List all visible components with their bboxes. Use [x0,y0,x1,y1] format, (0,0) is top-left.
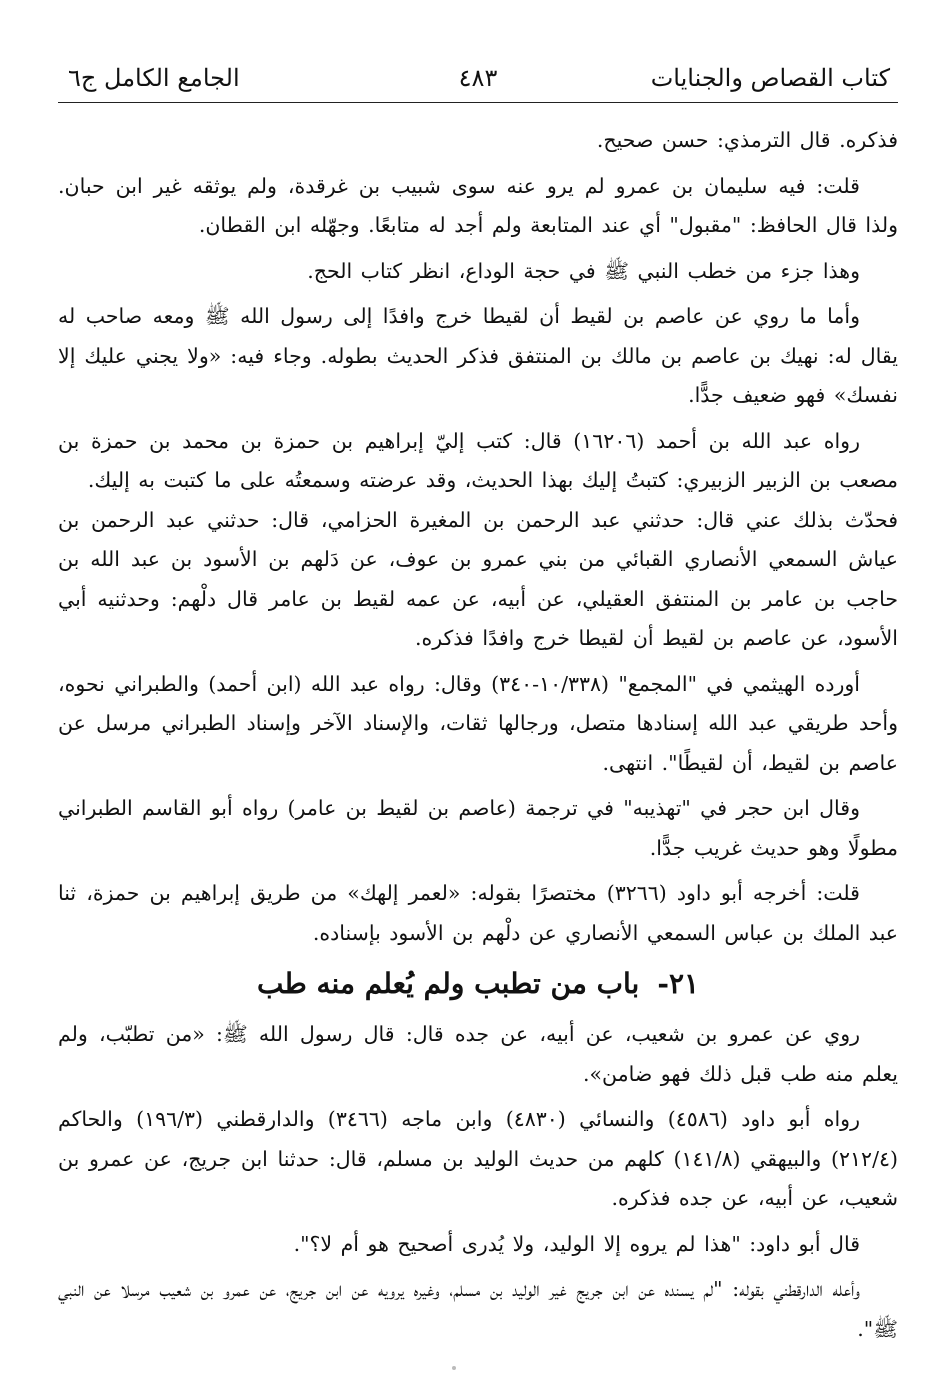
paragraph-8: وقال ابن حجر في "تهذيبه" في ترجمة (عاصم بن لقيط بن عامر) رواه أبو القاسم الطبراني مطولًا وهو حديث غريب جدًّا. [58,796,898,860]
page-body [58,121,898,1349]
paragraph-13: وأعله الدارقطني بقوله: "لم يسنده عن ابن جريج غير الوليد بن مسلم، وغيره يرويه عن ابن جريج، عن عمرو بن شعيب مرسلا عن النبي ﷺ". [58,1277,898,1341]
paragraph-4: وأما ما روي عن عاصم بن لقيط أن لقيطا خرج وافدًا إلى رسول الله ﷺ ومعه صاحب له يقال له: نهيك بن عاصم بن مالك بن المنتفق فذكر الحديث بطوله. وجاء فيه: «ولا يجني عليك إلا نفسك» فهو ضعيف جدًّا. [58,304,898,407]
chapter-title: باب من تطبب ولم يُعلم منه طب [256,967,640,1000]
paragraph-5: رواه عبد الله بن أحمد (١٦٢٠٦) قال: كتب إليّ إبراهيم بن حمزة بن محمد بن حمزة بن مصعب بن الزبير الزبيري: كتبتُ إليك بهذا الحديث، وقد عرضته وسمعتُه على ما كتبت به إليك. [58,428,898,492]
scan-dot [452,1366,456,1370]
paragraph-7: أورده الهيثمي في "المجمع" (١٠/٣٣٨-٣٤٠) وقال: رواه عبد الله (ابن أحمد) والطبراني نحوه، وأحد طريقي عبد الله إسنادها متصل، ورجالها ثقات، والإسناد الآخر وإسناد الطبراني مرسل عن عاصم بن لقيط، أن لقيطًا". انتهى. [58,671,898,775]
paragraph-1: فذكره. قال الترمذي: حسن صحيح. [596,128,898,152]
chapter-number: ٢١- [657,967,700,1000]
paragraph-10: روي عن عمرو بن شعيب، عن أبيه، عن جده قال: قال رسول الله ﷺ: «من تطبّب، ولم يعلم منه طب قبل ذلك فهو ضامن». [58,1022,898,1086]
chapter-heading [58,959,898,1009]
book-section-title: كتاب القصاص والجنايات [650,64,890,92]
running-header [58,58,898,103]
page-number: ٤٨٣ [458,64,498,92]
paragraph-9: قلت: أخرجه أبو داود (٣٢٦٦) مختصرًا بقوله: «لعمر إلهك» من طريق إبراهيم بن حمزة، ثنا عبد الملك بن عباس السمعي الأنصاري عن دلْهم بن الأسود بإسناده. [58,881,898,945]
paragraph-12: قال أبو داود: "هذا لم يروه إلا الوليد، ولا يُدرى أصحيح هو أم لا؟". [293,1231,860,1256]
paragraph-2: قلت: فيه سليمان بن عمرو لم يرو عنه سوى شبيب بن غرقدة، ولم يوثقه غير ابن حبان. ولذا قال الحافظ: "مقبول" أي عند المتابعة ولم أجد له متابعًا. وجهّله ابن القطان. [58,173,898,237]
volume-title: الجامع الكامل ج٦ [68,64,240,92]
paragraph-11: رواه أبو داود (٤٥٨٦) والنسائي (٤٨٣٠) وابن ماجه (٣٤٦٦) والدارقطني (١٩٦/٣) والحاكم (٢١٢/٤) والبيهقي (١٤١/٨) كلهم من حديث الوليد بن مسلم، قال: حدثنا ابن جريج، عن عمرو بن شعيب، عن أبيه، عن جده فذكره. [58,1107,898,1210]
paragraph-3: وهذا جزء من خطب النبي ﷺ في حجة الوداع، انظر كتاب الحج. [307,258,860,283]
paragraph-6: فحدّث بذلك عني قال: حدثني عبد الرحمن بن المغيرة الحزامي، قال: حدثني عبد الرحمن بن عياش السمعي الأنصاري القبائي من بني عمرو بن عوف، عن دَلهم بن الأسود بن عبد الله بن حاجب بن عامر بن المنتفق العقيلي، عن أبيه، عن عمه لقيط بن عامر قال دلْهم: وحدثنيه أبي الأسود، عن عاصم بن لقيط أن لقيطا خرج وافدًا فذكره. [58,507,898,650]
